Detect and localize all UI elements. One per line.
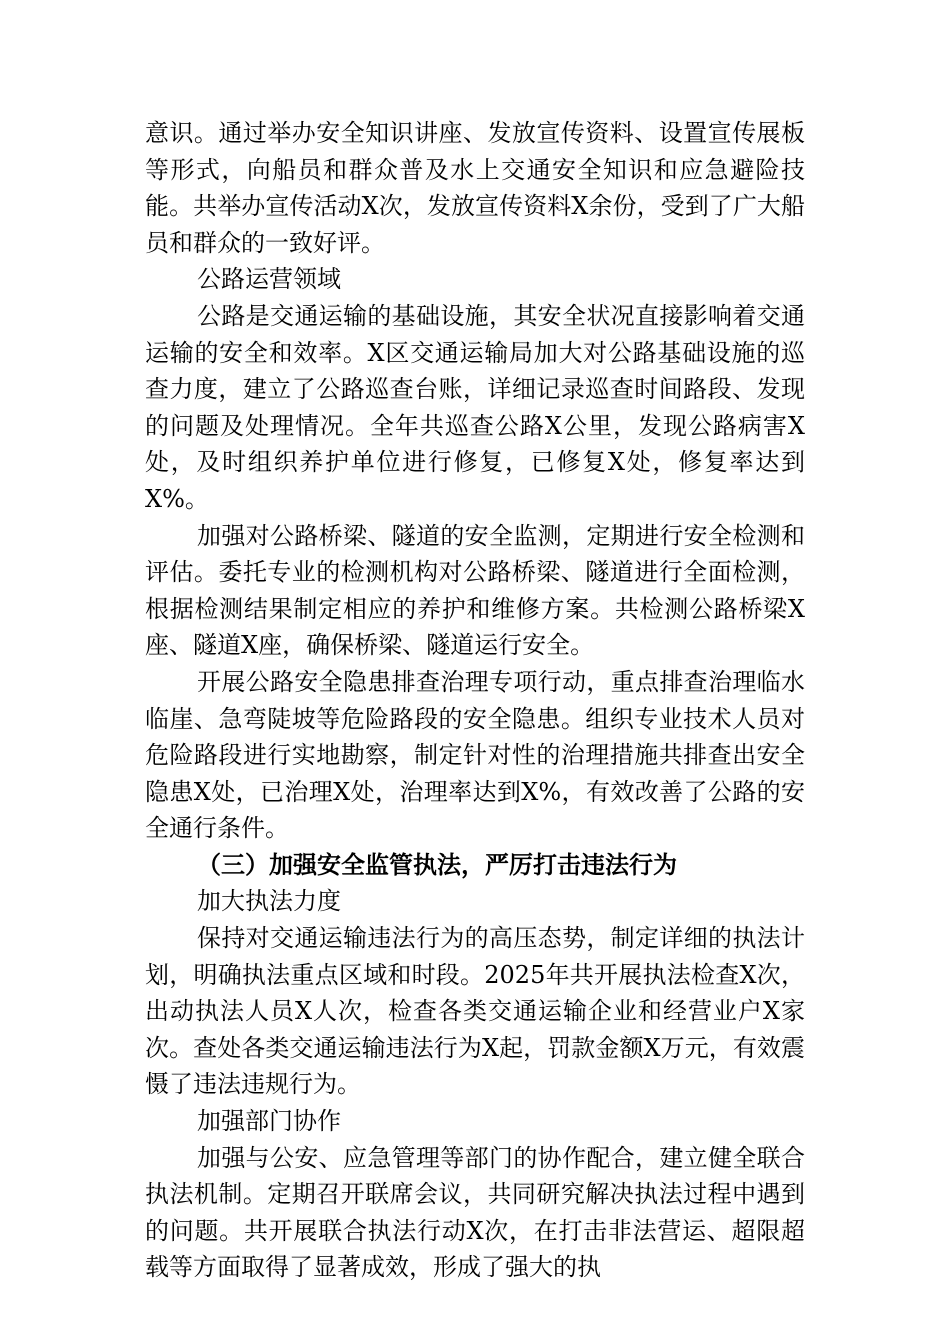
document-body [145,115,805,1286]
paragraph-enforcement-stats: 保持对交通运输违法行为的高压态势，制定详细的执法计划，明确执法重点区域和时段。2025年共开展执法检查X次，出动执法人员X人次，检查各类交通运输企业和经营业户X家次。查处各类交通运输违法行为X起，罚款金额X万元，有效震慑了违法违规行为。 [145,924,805,1099]
paragraph-hazard-remediation: 开展公路安全隐患排查治理专项行动，重点排查治理临水临崖、急弯陡坡等危险路段的安全隐患。组织专业技术人员对危险路段进行实地勘察，制定针对性的治理措施共排查出安全隐患X处，已治理X处，治理率达到X%，有效改善了公路的安全通行条件。 [145,667,805,843]
subheading-highway-operations: 公路运营领域 [197,265,341,294]
paragraph-highway-inspection: 公路是交通运输的基础设施，其安全状况直接影响着交通运输的安全和效率。X区交通运输局加大对公路基础设施的巡查力度，建立了公路巡查台账，详细记录巡查时间路段、发现的问题及处理情况。全年共巡查公路X公里，发现公路病害X处，及时组织养护单位进行修复，已修复X处，修复率达到X%。 [145,301,805,513]
subheading-department-cooperation: 加强部门协作 [197,1107,341,1136]
paragraph-joint-enforcement: 加强与公安、应急管理等部门的协作配合，建立健全联合执法机制。定期召开联席会议，共同研究解决执法过程中遇到的问题。共开展联合执法行动X次，在打击非法营运、超限超载等方面取得了显著成效，形成了强大的执 [145,1143,805,1282]
paragraph-continuation: 意识。通过举办安全知识讲座、发放宣传资料、设置宣传展板等形式，向船员和群众普及水上交通安全知识和应急避险技能。共举办宣传活动X次，发放宣传资料X余份，受到了广大船员和群众的一致好评。 [145,119,805,257]
paragraph-bridge-tunnel-monitoring: 加强对公路桥梁、隧道的安全监测，定期进行安全检测和评估。委托专业的检测机构对公路桥梁、隧道进行全面检测，根据检测结果制定相应的养护和维修方案。共检测公路桥梁X座、隧道X座，确保桥梁、隧道运行安全。 [145,521,805,660]
subheading-enforcement-intensity: 加大执法力度 [197,887,341,916]
section-heading-enforcement: （三）加强安全监管执法，严厉打击违法行为 [197,849,677,879]
